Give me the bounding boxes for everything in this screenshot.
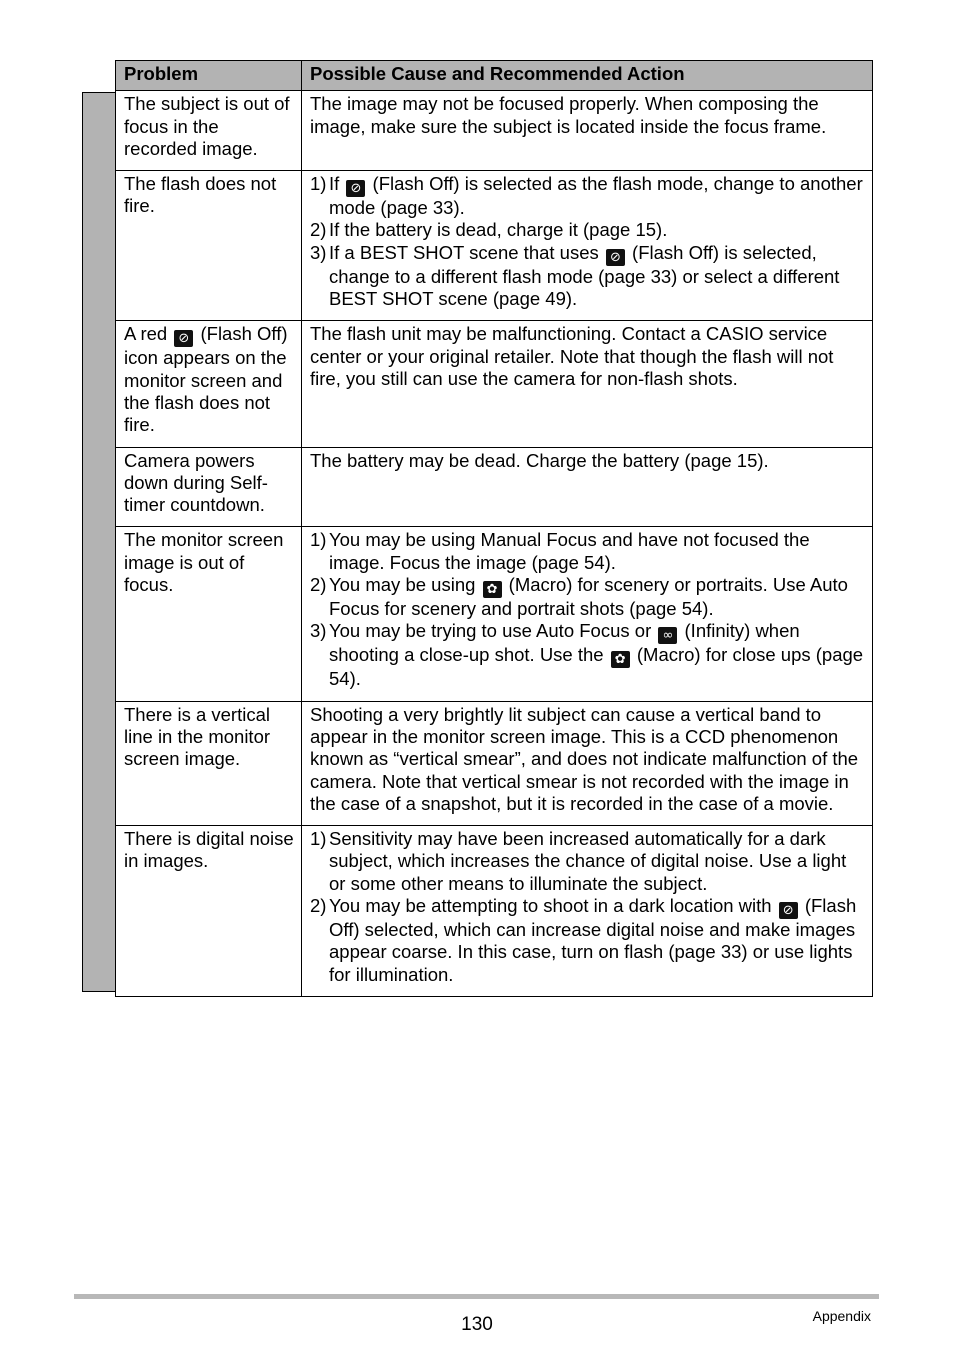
table-row [116,91,873,171]
table-row [116,701,873,825]
problem-cell: The monitor screen image is out of focus. [116,527,302,701]
table-header-row [116,61,873,91]
problem-cell: Camera powers down during Self-timer countdown. [116,447,302,527]
problem-cell: There is digital noise in images. [116,826,302,997]
action-list [310,828,865,986]
page-number: 130 [461,1314,493,1335]
action-cell [302,527,873,701]
list-item: 2) You may be using ✿ (Macro) for scenery or portraits. Use Auto Focus for scenery and portrait shots (page 54). [310,574,848,620]
macro-icon: ✿ [611,651,630,668]
list-item: 1) If ⊘ (Flash Off) is selected as the flash mode, change to another mode (page 33). [310,173,863,219]
list-item: 3) If a BEST SHOT scene that uses ⊘ (Flash Off) is selected, change to a different flash mode (page 33) or select a different BEST SHOT scene (page 49). [310,241,840,310]
section-name: Appendix [812,1308,871,1324]
problem-cell: There is a vertical line in the monitor screen image. [116,701,302,825]
troubleshooting-table [115,60,873,997]
flash-off-icon: ⊘ [346,180,365,197]
action-cell: The image may not be focused properly. When composing the image, make sure the subject is located inside the focus frame. [302,91,873,171]
action-cell [302,826,873,997]
list-item: 1) You may be using Manual Focus and have not focused the image. Focus the image (page 54). [310,529,810,573]
header-action: Possible Cause and Recommended Action [302,61,873,91]
problem-cell: The subject is out of focus in the recorded image. [116,91,302,171]
action-cell: Shooting a very brightly lit subject can cause a vertical band to appear in the monitor screen image. This is a CCD phenomenon known as “vertical smear”, and does not indicate malfunction of the camera. Note that vertical smear is not recorded with the image in the case of a snapshot, but it is recorded in the case of a movie. [302,701,873,825]
side-tab-bar [82,92,115,992]
action-list [310,529,865,690]
problem-cell: The flash does not fire. [116,171,302,321]
macro-icon: ✿ [483,581,502,598]
table-row [116,826,873,997]
infinity-icon: ∞ [658,627,677,644]
flash-off-icon: ⊘ [779,902,798,919]
table-row [116,527,873,701]
list-item: 2) If the battery is dead, charge it (page 15). [310,219,668,241]
table-row [116,447,873,527]
action-cell: The flash unit may be malfunctioning. Contact a CASIO service center or your original retailer. Note that though the flash will not fire, you still can use the camera for non-flash shots. [302,321,873,447]
list-item: 1) Sensitivity may have been increased automatically for a dark subject, which increases the chance of digital noise. Use a light or some other means to illuminate the subject. [310,828,847,894]
table-row [116,171,873,321]
action-cell [302,171,873,321]
list-item: 3) You may be trying to use Auto Focus or ∞ (Infinity) when shooting a close-up shot. Use the ✿ (Macro) for close ups (page 54). [310,620,864,690]
action-cell: The battery may be dead. Charge the battery (page 15). [302,447,873,527]
flash-off-icon: ⊘ [606,249,625,266]
footer-rule [74,1294,879,1299]
action-list [310,173,865,310]
table-row [116,321,873,447]
problem-cell: A red ⊘ (Flash Off) icon appears on the monitor screen and the flash does not fire. [116,321,302,447]
header-problem: Problem [116,61,302,91]
list-item: 2) You may be attempting to shoot in a dark location with ⊘ (Flash Off) selected, which can increase digital noise and make images appear coarse. In this case, turn on flash (page 33) or use lights for illumination. [310,895,857,985]
flash-off-icon: ⊘ [174,330,193,347]
